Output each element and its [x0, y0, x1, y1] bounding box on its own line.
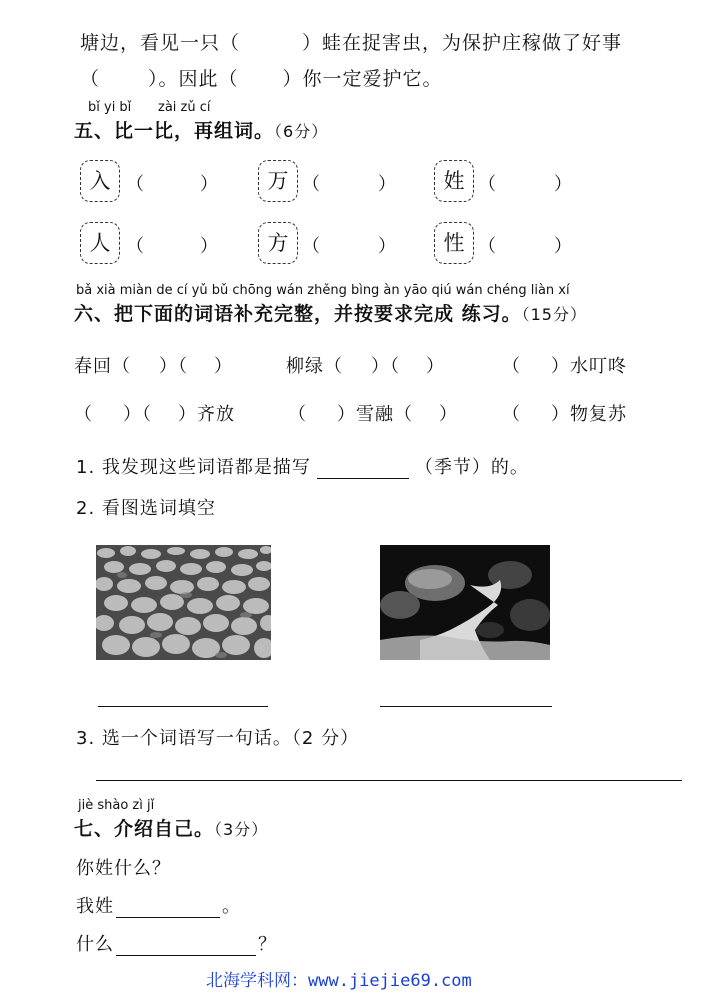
section7-answer-surname: 我姓 。 [76, 896, 241, 917]
paren-open: （ [302, 174, 320, 195]
idiom-all-revive: （ ）物复苏 [502, 404, 627, 425]
section7-title: 七、介绍自己。（3分） [74, 818, 269, 840]
char-box-xing: 姓 [434, 160, 474, 202]
paren-close: ） [200, 236, 218, 257]
paren-close: ） [378, 236, 396, 257]
paren-open: （ [302, 236, 320, 257]
paren-open: （ [478, 236, 496, 257]
stream-image [380, 545, 550, 660]
section7-pinyin: jiè shào zì jǐ [78, 798, 155, 813]
char-box-xing2: 性 [434, 222, 474, 264]
footer-watermark[interactable]: 北海学科网：www.jiejie69.com [206, 971, 472, 991]
char-box-fang: 方 [258, 222, 298, 264]
idiom-flowers-bloom: （ ）（ ）齐放 [74, 404, 235, 425]
question-3: 3. 选一个词语写一句话。（2 分） [76, 728, 360, 749]
photo-stream [380, 545, 550, 660]
paren-open: （ [478, 174, 496, 195]
section6-title: 六、把下面的词语补充完整，并按要求完成 练习。（15分） [74, 303, 587, 325]
photo-lotus-leaves [96, 545, 271, 660]
lotus-leaves-image [96, 545, 271, 660]
question-1: 1. 我发现这些词语都是描写 （季节）的。 [76, 457, 529, 478]
char-box-wan: 万 [258, 160, 298, 202]
question-2: 2. 看图选词填空 [76, 498, 216, 519]
section6-pinyin: bǎ xià miàn de cí yǔ bǔ chōng wán zhěng bìng àn yāo qiú wán chéng liàn xí [76, 283, 570, 298]
section5-pinyin-b: zài zǔ cí [158, 100, 211, 115]
section7-question-surname: 你姓什么？ [76, 858, 171, 879]
idiom-snow-melts: （ ）雪融（ ） [288, 404, 458, 425]
idiom-water-dingdong: （ ）水叮咚 [502, 356, 627, 377]
char-box-ru: 入 [80, 160, 120, 202]
paren-close: ） [378, 174, 396, 195]
answer-line-photo-1[interactable] [98, 706, 268, 707]
section7-question-what: 什么 ？ [76, 934, 277, 955]
section5-pinyin-a: bǐ yi bǐ [88, 100, 132, 115]
paren-close: ） [554, 174, 572, 195]
answer-line-sentence[interactable] [96, 780, 682, 781]
idiom-spring-returns: 春回（ ）（ ） [74, 356, 233, 377]
paren-open: （ [126, 174, 144, 195]
section5-title: 五、比一比，再组词。（6分） [74, 120, 329, 142]
intro-line-2: （ ）。因此（ ）你一定爱护它。 [80, 68, 443, 90]
paren-close: ） [554, 236, 572, 257]
intro-line-1: 塘边，看见一只（ ）蛙在捉害虫，为保护庄稼做了好事 [80, 32, 623, 54]
char-box-ren: 人 [80, 222, 120, 264]
paren-open: （ [126, 236, 144, 257]
idiom-willow-green: 柳绿（ ）（ ） [286, 356, 445, 377]
paren-close: ） [200, 174, 218, 195]
answer-line-photo-2[interactable] [380, 706, 552, 707]
